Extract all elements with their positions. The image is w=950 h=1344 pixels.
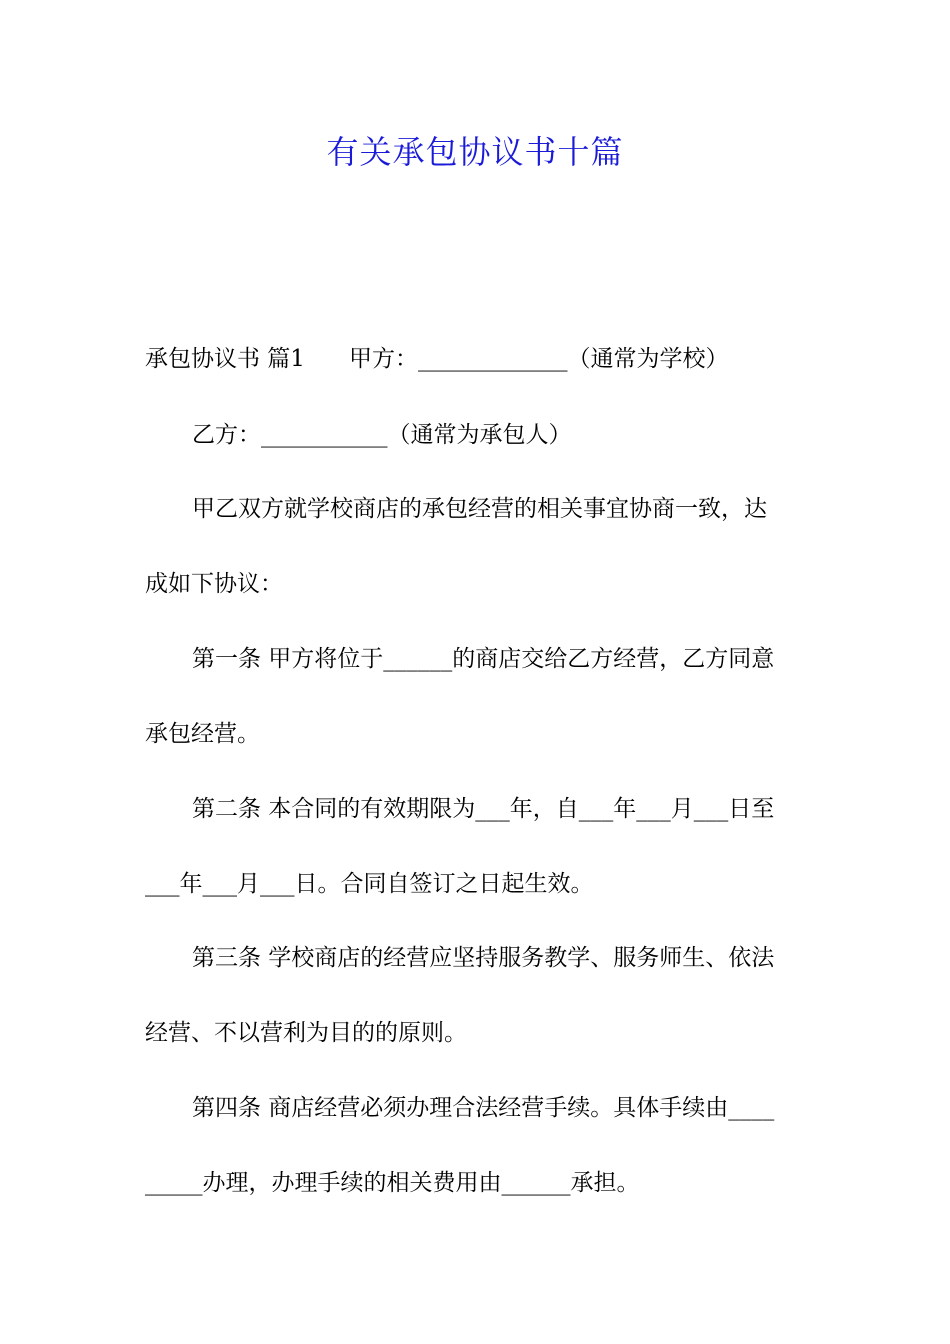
article-4-line: 第四条 商店经营必须办理合法经营手续。具体手续由____ <box>192 1095 775 1121</box>
heading-line <box>145 341 815 377</box>
paragraph-line: 甲乙双方就学校商店的承包经营的相关事宜协商一致，达 <box>192 496 767 522</box>
article-4-continuation: _____办理，办理手续的相关费用由______承担。 <box>145 1170 640 1196</box>
article-3-line: 第三条 学校商店的经营应坚持服务教学、服务师生、依法 <box>192 945 775 971</box>
section-label: 承包协议书 篇1 <box>145 346 305 372</box>
article-1-line: 第一条 甲方将位于______的商店交给乙方经营，乙方同意 <box>192 646 775 672</box>
article-2-continuation: ___年___月___日。合同自签订之日起生效。 <box>145 871 594 897</box>
article-3-continuation: 经营、不以营利为目的的原则。 <box>145 1020 467 1046</box>
party-a-text: 甲方：_____________（通常为学校） <box>348 346 729 372</box>
article-1-continuation: 承包经营。 <box>145 721 260 747</box>
document-title: 有关承包协议书十篇 <box>326 133 624 171</box>
article-2-line: 第二条 本合同的有效期限为___年，自___年___月___日至 <box>192 796 775 822</box>
party-b-line: 乙方：___________（通常为承包人） <box>192 422 572 448</box>
paragraph-line: 成如下协议： <box>145 571 283 597</box>
